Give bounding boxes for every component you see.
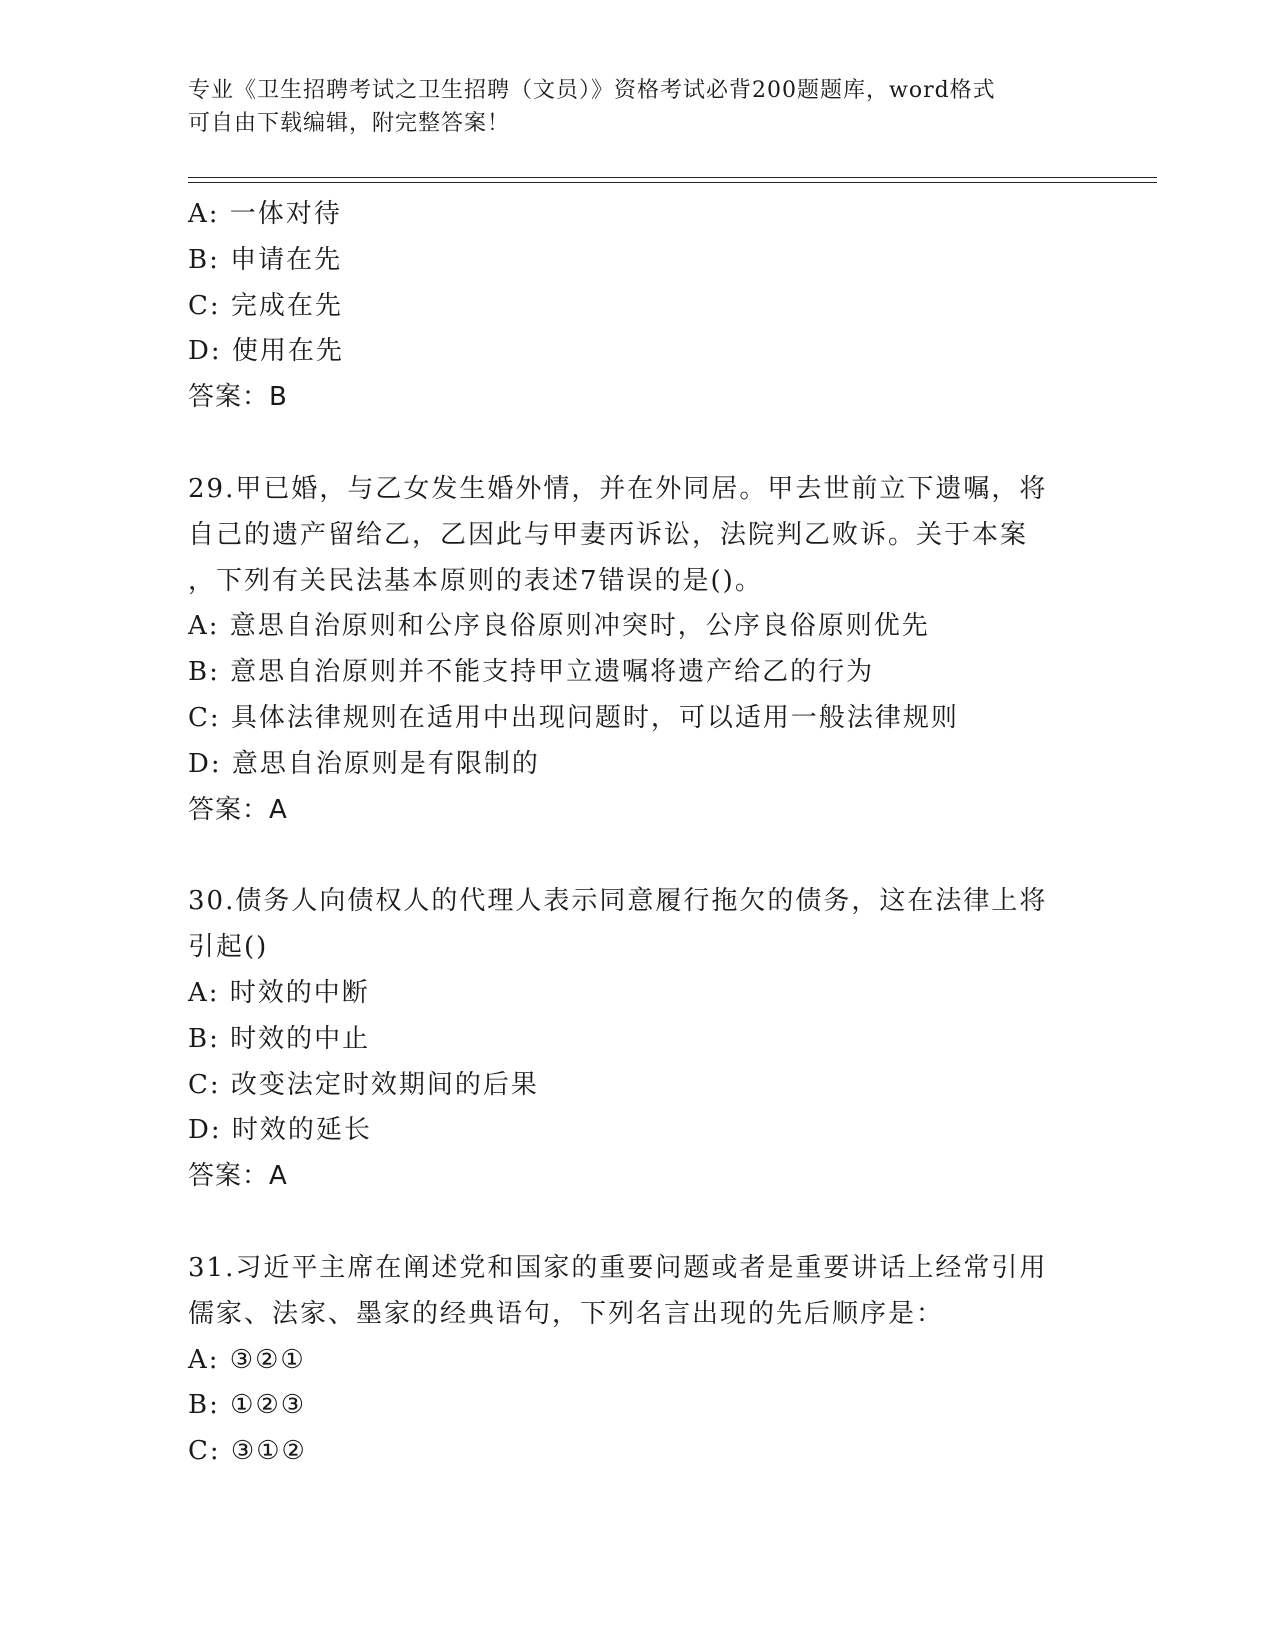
spacer: [188, 1200, 1088, 1246]
question-stem-line: 自己的遗产留给乙，乙因此与甲妻丙诉讼，法院判乙败诉。关于本案: [188, 519, 1029, 550]
answer: 答案：A: [188, 1161, 288, 1192]
option-b: B: 申请在先: [188, 244, 343, 275]
document-header: [188, 74, 1068, 140]
option-a: A: 时效的中断: [188, 977, 370, 1008]
option-c: C: 具体法律规则在适用中出现问题时，可以适用一般法律规则: [188, 702, 959, 733]
option-c: C: 改变法定时效期间的后果: [188, 1069, 539, 1100]
question-stem-line: 儒家、法家、墨家的经典语句，下列名言出现的先后顺序是：: [188, 1298, 945, 1329]
question-stem-line: 引起(): [188, 932, 269, 963]
question-29: [188, 467, 1088, 833]
question-30: [188, 879, 1088, 1200]
question-list: [188, 192, 1088, 1475]
header-divider-bottom: [188, 182, 1157, 183]
question-stem-line: 31.习近平主席在阐述党和国家的重要问题或者是重要讲话上经常引用: [188, 1252, 1048, 1283]
option-d: D: 使用在先: [188, 336, 344, 367]
option-b: B: 意思自治原则并不能支持甲立遗嘱将遗产给乙的行为: [188, 657, 875, 688]
spacer: [188, 833, 1088, 879]
option-b: B: ①②③: [188, 1390, 307, 1421]
option-c: C: 完成在先: [188, 290, 343, 321]
question-28: [188, 192, 1088, 421]
option-a: A: 一体对待: [188, 199, 342, 229]
header-line-1: 专业《卫生招聘考试之卫生招聘（文员）》资格考试必背200题题库，word格式: [188, 78, 996, 103]
answer: 答案：B: [188, 382, 288, 413]
question-stem-line: 29.甲已婚，与乙女发生婚外情，并在外同居。甲去世前立下遗嘱，将: [188, 473, 1048, 504]
question-31: [188, 1246, 1088, 1475]
option-d: D: 意思自治原则是有限制的: [188, 748, 540, 779]
question-stem-line: ，下列有关民法基本原则的表述7错误的是()。: [188, 565, 763, 596]
spacer: [188, 421, 1088, 467]
option-a: A: 意思自治原则和公序良俗原则冲突时，公序良俗原则优先: [188, 611, 930, 642]
answer: 答案：A: [188, 794, 288, 825]
option-d: D: 时效的延长: [188, 1115, 372, 1146]
header-line-2: 可自由下载编辑，附完整答案！: [188, 111, 511, 136]
question-stem-line: 30.债务人向债权人的代理人表示同意履行拖欠的债务，这在法律上将: [188, 886, 1048, 917]
option-a: A: ③②①: [188, 1344, 306, 1375]
option-c: C: ③①②: [188, 1436, 307, 1467]
header-divider-top: [188, 177, 1157, 178]
option-b: B: 时效的中止: [188, 1023, 371, 1054]
